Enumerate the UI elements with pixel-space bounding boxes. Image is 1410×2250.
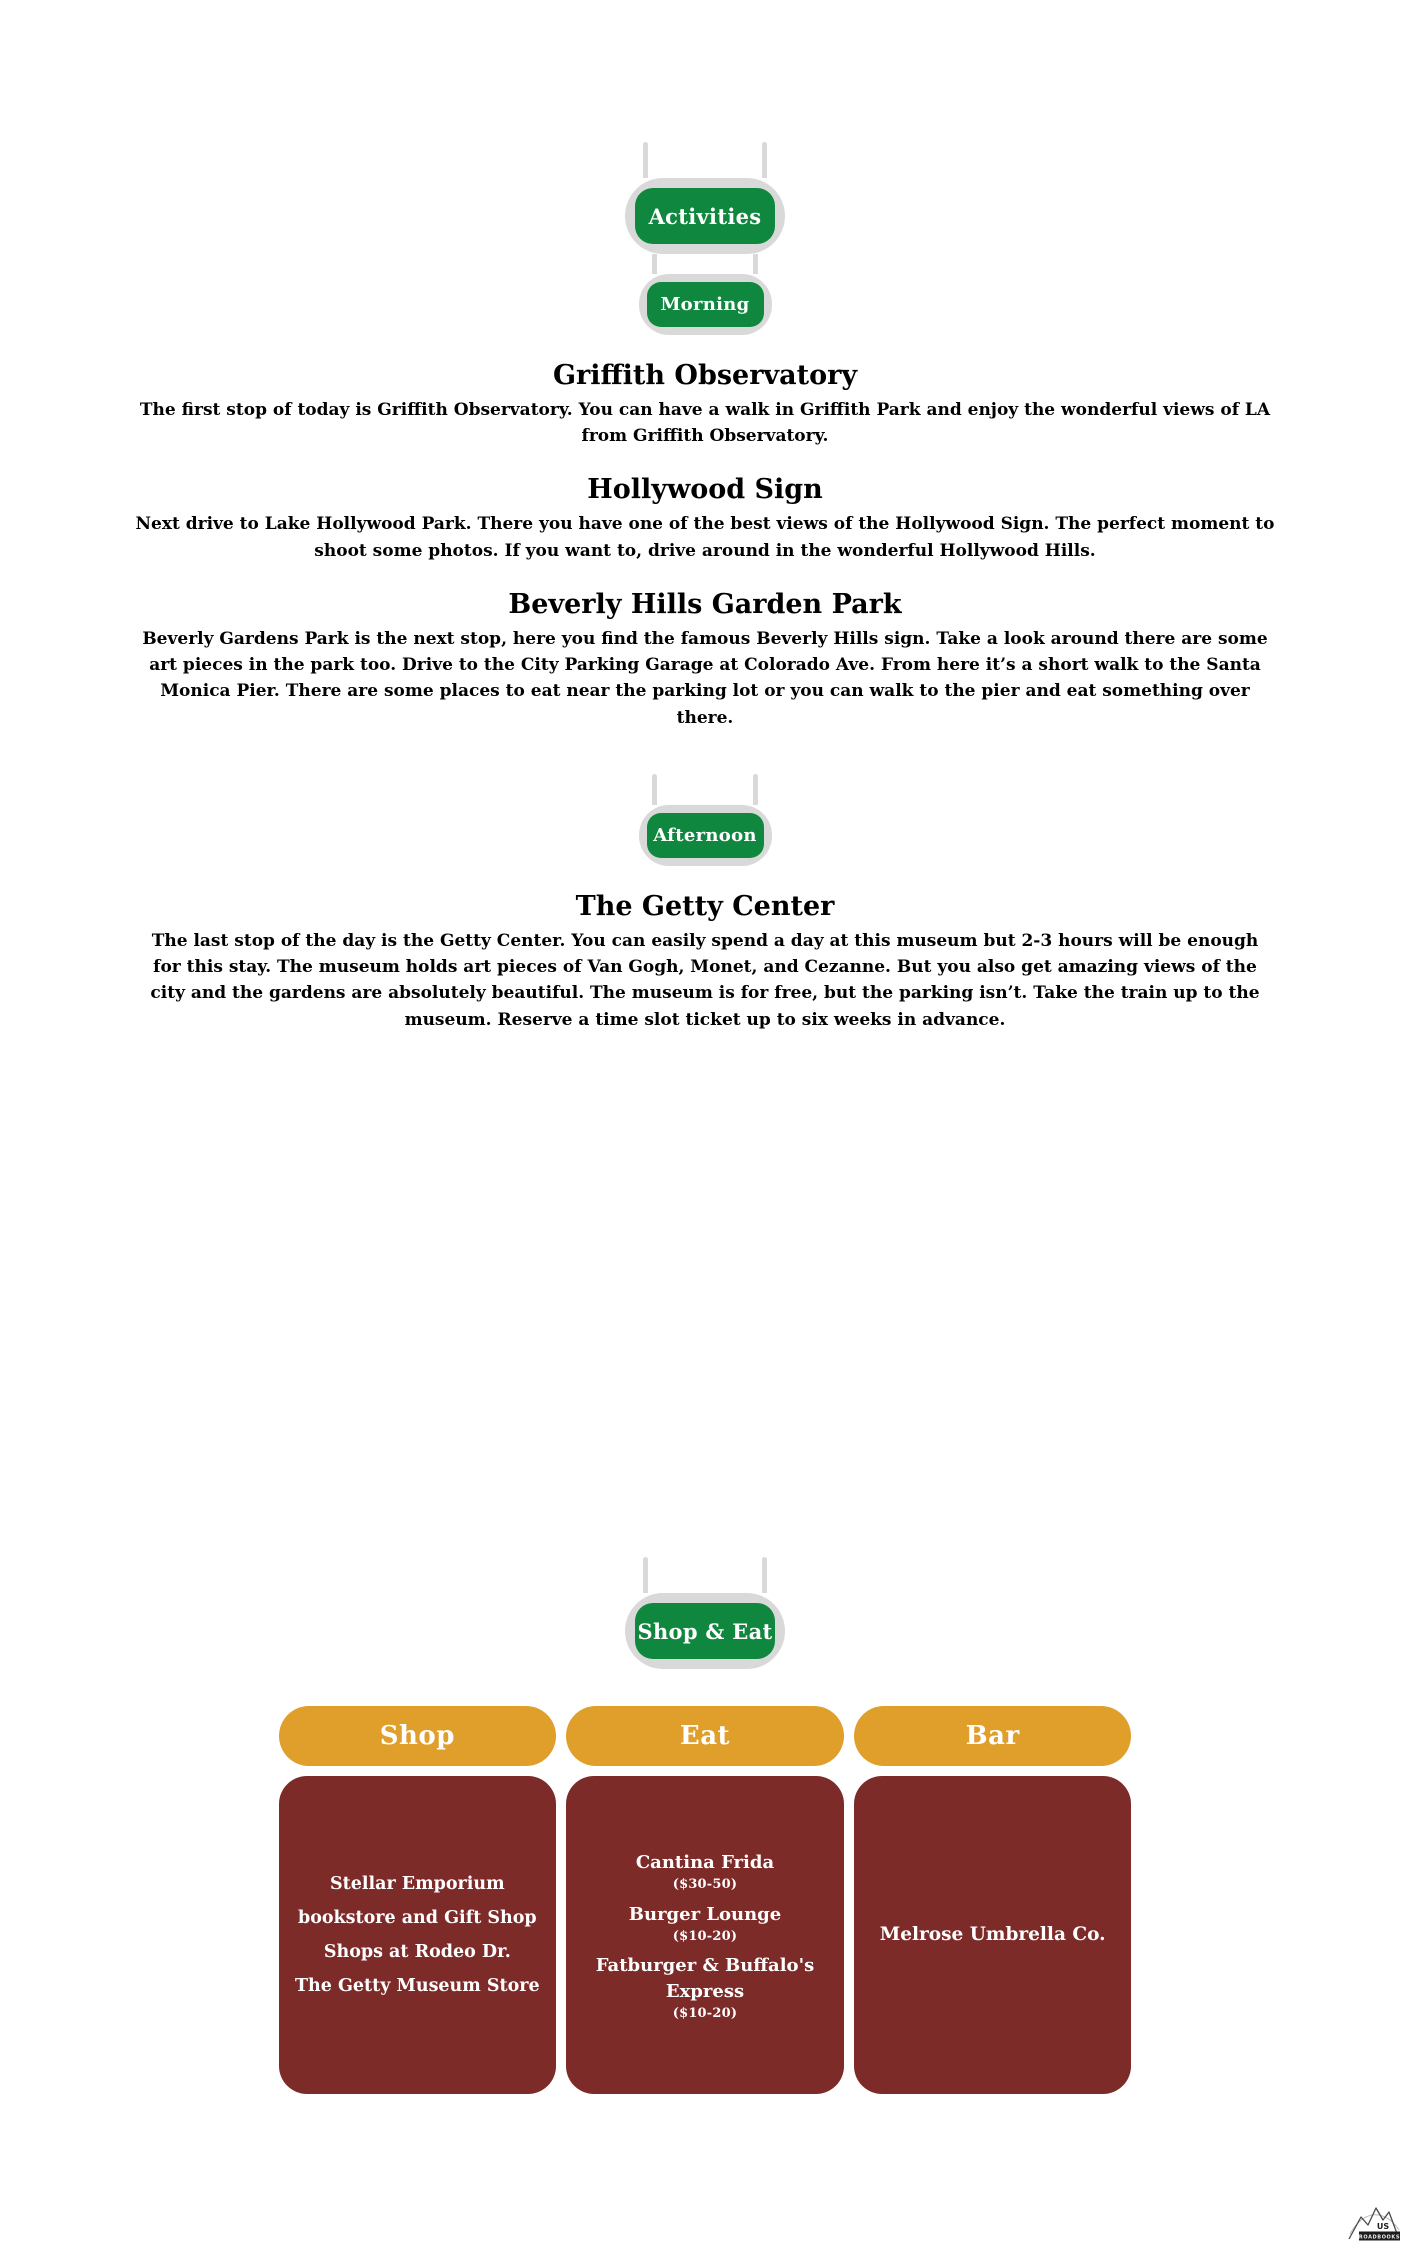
section-body: The first stop of today is Griffith Observatory. You can have a walk in Griffith Park and enjoy the wonderful views of LA from Griffith Observatory. bbox=[139, 399, 1271, 447]
list-item bbox=[324, 1935, 511, 1969]
place-name: Fatburger & Buffalo's Express bbox=[595, 1955, 815, 2002]
mountains-logo-icon bbox=[1346, 2198, 1402, 2244]
bar-column bbox=[854, 1706, 1132, 2094]
place-name: Melrose Umbrella Co. bbox=[879, 1924, 1106, 1946]
signpost-left-post bbox=[652, 254, 657, 274]
signpost-left-post bbox=[643, 1557, 648, 1593]
logo-text-us: US bbox=[1376, 2222, 1390, 2231]
eat-column bbox=[566, 1706, 844, 2094]
signpost-posts bbox=[652, 774, 758, 805]
morning-sign-label: Morning bbox=[647, 282, 764, 327]
section-body: The last stop of the day is the Getty Center. You can easily spend a day at this museum but 2-3 hours will be enough for this stay. The museum holds art pieces of Van Gogh, Monet, and Cezanne. But you also get amazing views of the city and the gardens are absolutely beautiful. The museum is for free, but the parking isn’t. Take the train up to the museum. Reserve a time slot ticket up to six weeks in advance. bbox=[150, 930, 1260, 1030]
list-item bbox=[578, 1948, 832, 2025]
section-title: Beverly Hills Garden Park bbox=[508, 588, 902, 620]
signpost-right-post bbox=[762, 1557, 767, 1593]
shop-column-header: Shop bbox=[279, 1706, 557, 1766]
afternoon-sign-label: Afternoon bbox=[647, 813, 764, 858]
section-title: Hollywood Sign bbox=[587, 474, 823, 506]
afternoon-sign bbox=[639, 805, 772, 866]
shop-column bbox=[279, 1706, 557, 2094]
afternoon-signpost bbox=[0, 774, 1410, 866]
section-body: Next drive to Lake Hollywood Park. There you have one of the best views of the Hollywood Sign. The perfect moment to shoot some photos. If you want to, drive around in the wonderful Hollywood Hills. bbox=[135, 514, 1275, 561]
activities-sign-label: Activities bbox=[635, 188, 775, 244]
shop-column-card bbox=[279, 1776, 557, 2094]
price-range: ($10-20) bbox=[672, 1928, 738, 1944]
price-range: ($30-50) bbox=[672, 1877, 738, 1893]
shop-eat-sign-label: Shop & Eat bbox=[635, 1603, 775, 1659]
section-body: Beverly Gardens Park is the next stop, here you find the famous Beverly Hills sign. Take a look around there are some art pieces in the park too. Drive to the City Parking Garage at Colorado Ave. From here it’s a short walk to the Santa Monica Pier. There are some places to eat near the parking lot or you can walk to the pier and eat something over there. bbox=[142, 628, 1268, 728]
activities-sign bbox=[625, 178, 785, 254]
place-name: Burger Lounge bbox=[628, 1903, 782, 1925]
us-roadbooks-logo bbox=[1346, 2198, 1402, 2244]
eat-column-card bbox=[566, 1776, 844, 2094]
signpost-right-post bbox=[753, 254, 758, 274]
list-item bbox=[629, 1897, 781, 1949]
signpost-connector-posts bbox=[652, 254, 758, 274]
list-item bbox=[298, 1901, 537, 1935]
place-name: Shops at Rodeo Dr. bbox=[323, 1942, 511, 1963]
activities-morning-signpost bbox=[0, 142, 1410, 335]
place-name: Stellar Emporium bbox=[329, 1873, 505, 1894]
place-name: bookstore and Gift Shop bbox=[297, 1908, 537, 1928]
signpost-left-post bbox=[643, 142, 648, 178]
bar-column-header: Bar bbox=[854, 1706, 1132, 1766]
shop-eat-signpost bbox=[0, 1557, 1410, 1669]
morning-sign bbox=[639, 274, 772, 335]
list-item bbox=[330, 1867, 505, 1901]
bar-column-card bbox=[854, 1776, 1132, 2094]
list-item bbox=[636, 1845, 774, 1897]
signpost-right-post bbox=[753, 774, 758, 805]
shop-eat-columns bbox=[279, 1706, 1132, 2094]
signpost-posts bbox=[643, 1557, 767, 1593]
section-beverly-hills-garden-park bbox=[0, 588, 1410, 731]
eat-column-header: Eat bbox=[566, 1706, 844, 1766]
list-item bbox=[880, 1922, 1106, 1948]
section-getty-center bbox=[0, 890, 1410, 1033]
section-title: The Getty Center bbox=[575, 891, 835, 922]
place-name: Cantina Frida bbox=[635, 1851, 775, 1873]
signpost-left-post bbox=[652, 774, 657, 805]
list-item bbox=[295, 1969, 540, 2003]
section-hollywood-sign bbox=[0, 473, 1410, 563]
section-griffith-observatory bbox=[0, 359, 1410, 449]
price-range: ($10-20) bbox=[672, 2005, 738, 2021]
shop-eat-sign bbox=[625, 1593, 785, 1669]
logo-text-roadbooks: ROADBOOKS bbox=[1358, 2234, 1401, 2241]
signpost-right-post bbox=[762, 142, 767, 178]
place-name: The Getty Museum Store bbox=[295, 1976, 540, 1997]
section-title: Griffith Observatory bbox=[552, 360, 858, 391]
signpost-posts bbox=[643, 142, 767, 178]
